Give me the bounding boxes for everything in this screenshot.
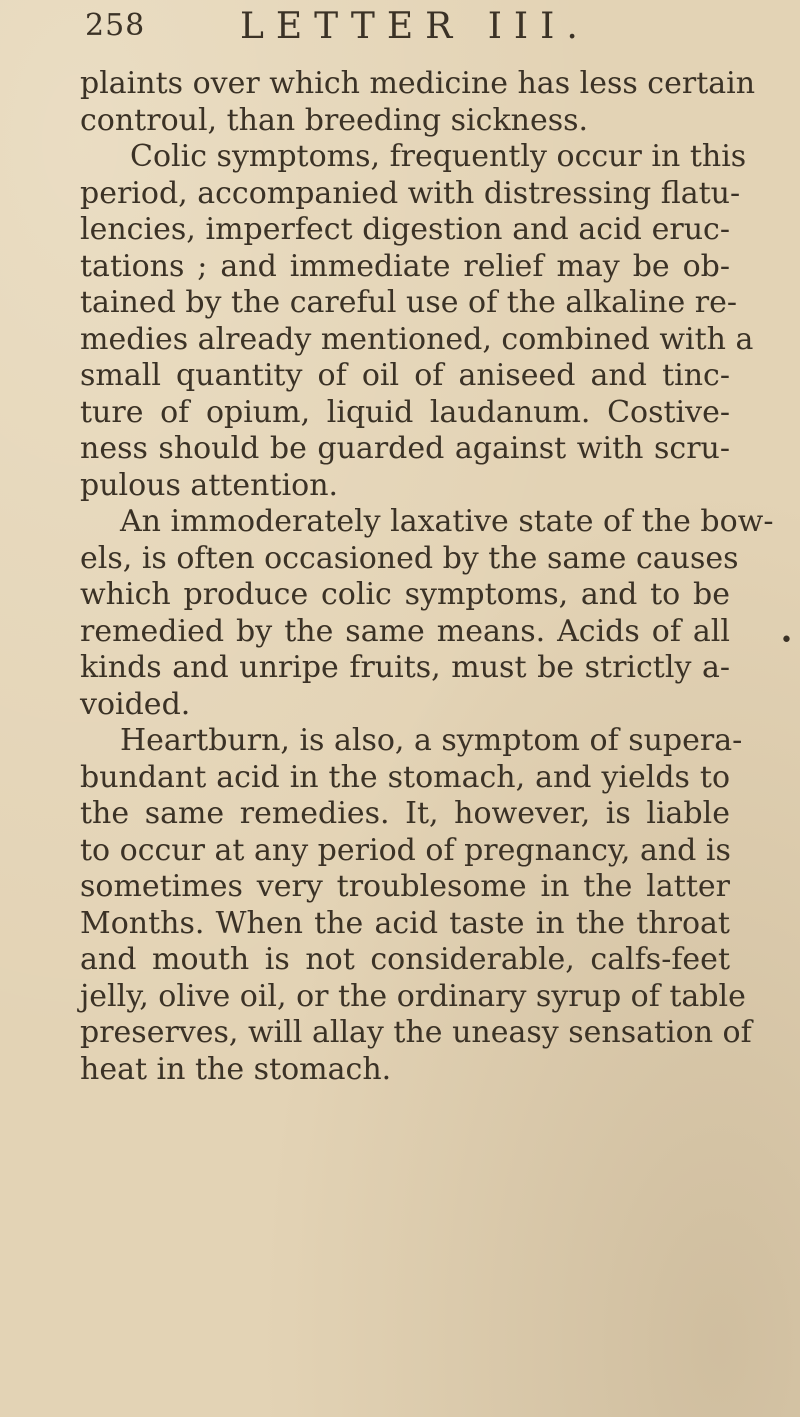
text-line: An immoderately laxative state of the bow-: [120, 504, 774, 539]
text-line: Colic symptoms, frequently occur in this: [130, 139, 747, 174]
text-line: to occur at any period of pregnancy, and is: [80, 832, 731, 868]
text-line: preserves, will allay the uneasy sensation of: [80, 1015, 752, 1050]
text-line: the same remedies. It, however, is liable: [80, 796, 730, 831]
page-header: [85, 8, 725, 56]
text-line: bundant acid in the stomach, and yields to: [80, 759, 730, 795]
margin-mark: •: [780, 628, 793, 653]
running-head: LETTER III.: [240, 6, 590, 47]
text-line: voided.: [80, 686, 191, 722]
text-line: jelly, olive oil, or the ordinary syrup of table: [80, 978, 746, 1014]
text-line: els, is often occasioned by the same causes: [80, 540, 739, 576]
text-line: kinds and unripe fruits, must be strictly a-: [80, 650, 730, 685]
text-line: Months. When the acid taste in the throat: [80, 905, 730, 941]
text-line: tained by the careful use of the alkaline re-: [80, 285, 737, 320]
body-text: [80, 66, 774, 1088]
text-line: remedied by the same means. Acids of all: [80, 613, 730, 649]
page-number: 258: [85, 8, 146, 43]
text-line: heat in the stomach.: [80, 1051, 392, 1087]
text-line: small quantity of oil of aniseed and tinc-: [80, 358, 730, 393]
text-line: plaints over which medicine has less certain: [80, 66, 756, 101]
text-line: period, accompanied with distressing flatu-: [80, 175, 741, 211]
text-line: Heartburn, is also, a symptom of supera-: [120, 723, 743, 758]
text-line: controul, than breeding sickness.: [80, 102, 589, 138]
text-line: ness should be guarded against with scru-: [80, 431, 730, 466]
text-line: tations ; and immediate relief may be ob-: [80, 248, 730, 284]
text-line: pulous attention.: [80, 467, 339, 503]
text-line: medies already mentioned, combined with a: [80, 321, 754, 357]
text-line: and mouth is not considerable, calfs-feet: [80, 942, 730, 977]
text-line: sometimes very troublesome in the latter: [80, 869, 730, 904]
text-line: which produce colic symptoms, and to be: [80, 577, 730, 612]
text-line: ture of opium, liquid laudanum. Costive-: [80, 394, 730, 430]
text-line: lencies, imperfect digestion and acid eruc-: [80, 212, 730, 247]
